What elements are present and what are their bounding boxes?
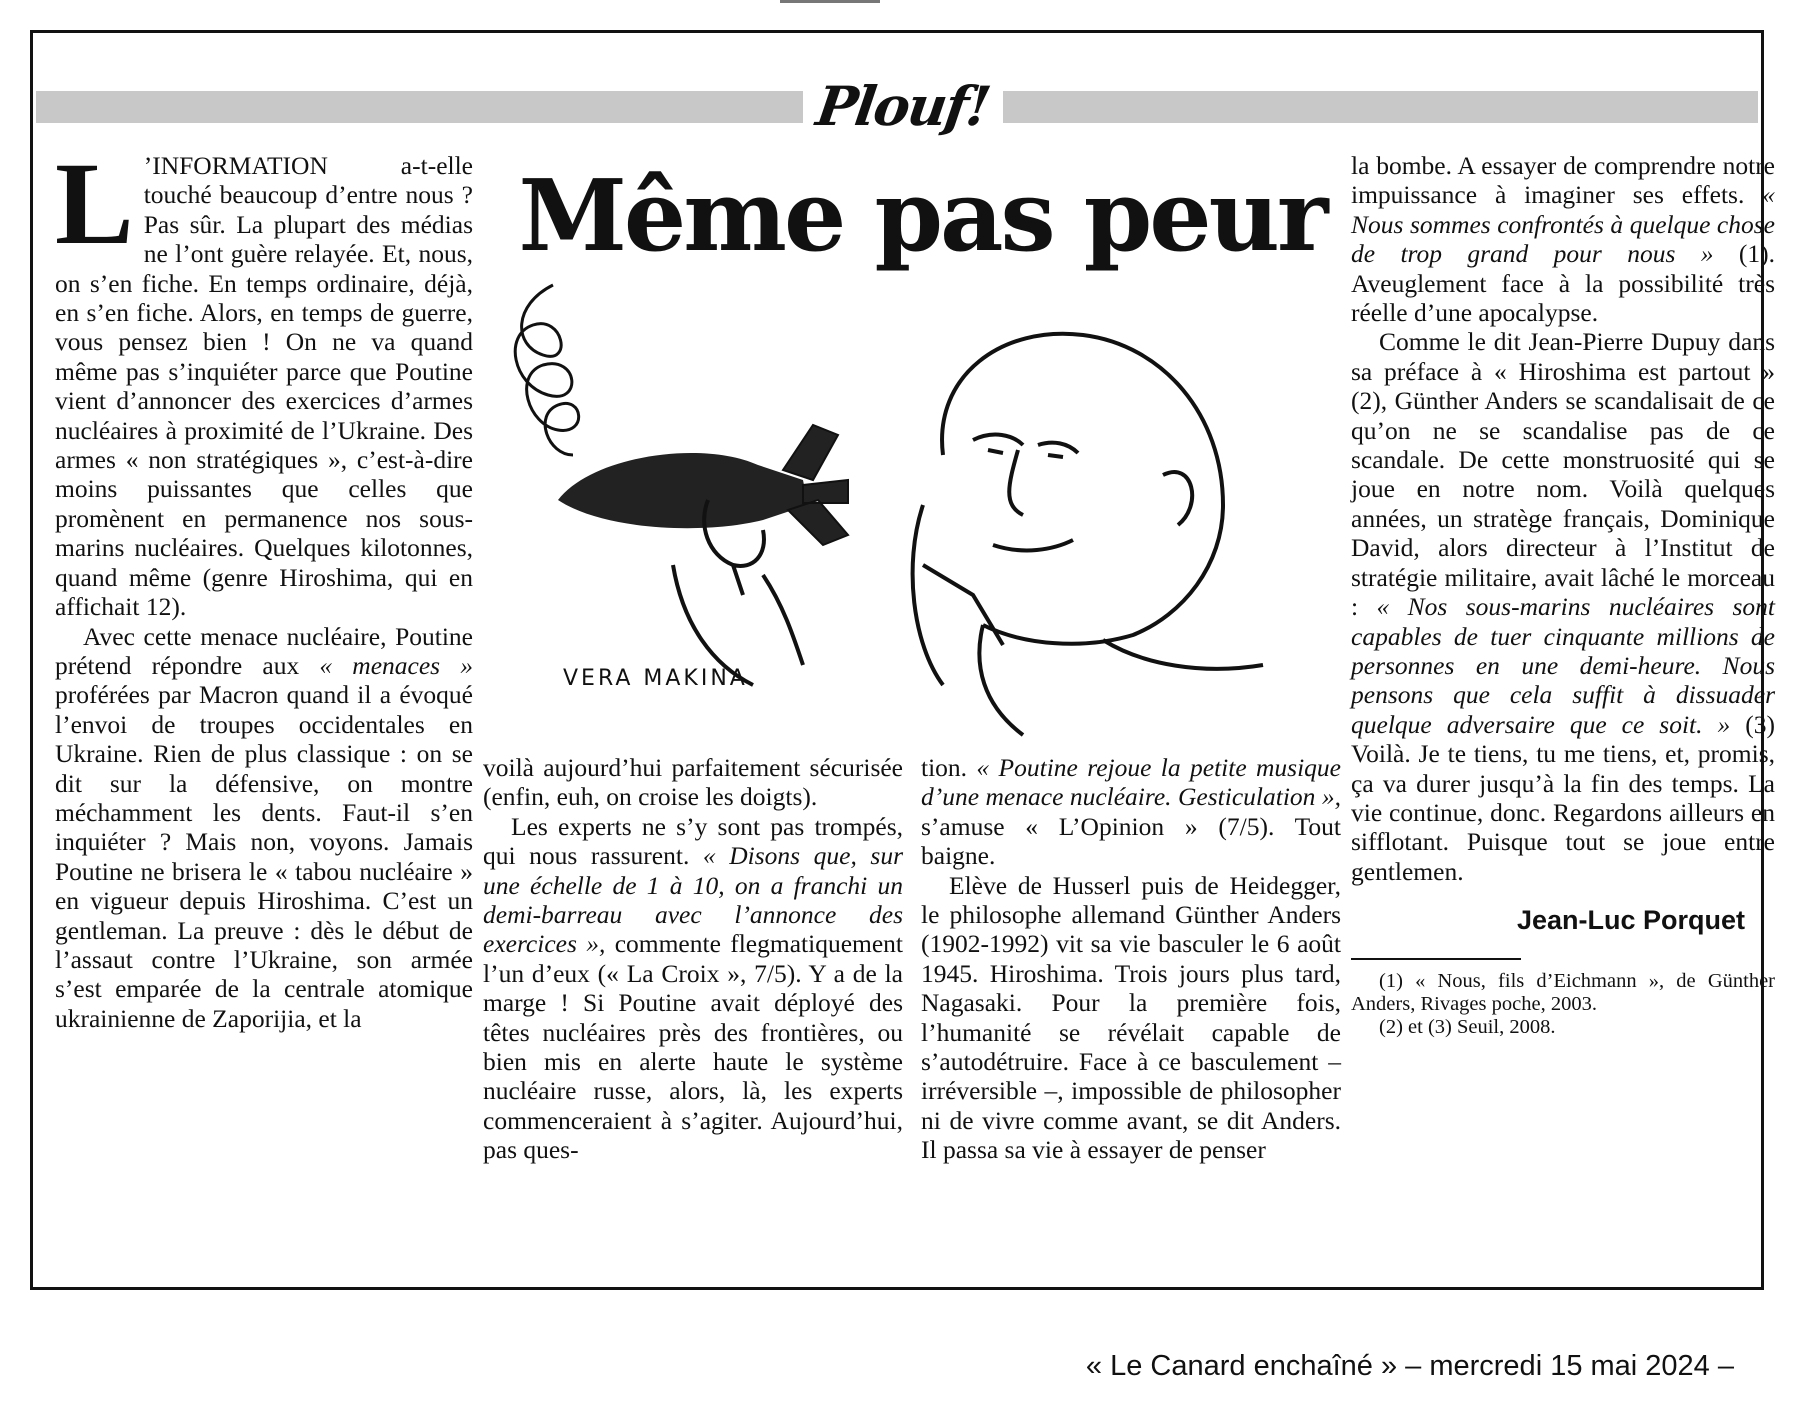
footnote-2: (2) et (3) Seuil, 2008. — [1379, 1015, 1556, 1038]
ear — [1163, 472, 1192, 525]
col3-paragraph-2: Elève de Husserl puis de Heidegger, le philosophe allemand Günther Anders (1902-1992) vit sa vie basculer le 6 août 1945. Hiroshima. Trois jours plus tard, Nagasaki. Pour la première fois, l’humanité se révélait capable de s’autodétruire. Face à ce basculement – irréversible –, impossible de philosopher ni de vivre comme avant, se dit Anders. Il passa sa vie à essayer de penser — [921, 870, 1341, 1165]
footnotes — [1351, 970, 1775, 1039]
col3-paragraph-1: tion. « Poutine rejoue la petite musique d’une menace nucléaire. Gesticulation », s’amuse « L’Opinion » (7/5). Tout baigne. — [921, 753, 1341, 871]
column-1 — [55, 138, 474, 1033]
illustration-credit: VERA MAKINA — [563, 666, 748, 691]
column-2 — [483, 753, 903, 1165]
suit — [913, 505, 1263, 735]
col4-paragraph-1: la bombe. A essayer de comprendre notre impuissance à imaginer ses effets. « Nous sommes confrontés à quelque chose de trop grand pour nous » (1). Aveuglement face à la possibilité très réelle d’une apocalypse. — [1351, 151, 1775, 328]
col1-paragraph-2: Avec cette menace nucléaire, Poutine prétend répondre aux « menaces » proférées par Macron quand il a évoqué l’envoi de troupes occidentales en Ukraine. Rien de plus classique : on se dit sur la défensive, on montre méchamment les dents. Faut-il s’en inquiéter ? Mais non, voyons. Jamais Poutine ne brisera le « tabou nucléaire » en vigueur depuis Hiroshima. C’est un gentleman. La preuve : dès le début de l’assaut contre l’Ukraine, son armée s’est emparée de la centrale atomique ukrainienne de Zaporijia, et la — [55, 621, 474, 1033]
bomb-body — [558, 453, 808, 528]
col1-paragraph-1: ’INFORMATION a-t-elle touché beaucoup d’entre nous ? Pas sûr. La plupart des médias ne l’ont guère relayée. Et, nous, on s’en fiche. En temps ordinaire, déjà, en s’en fiche. Alors, en temps de guerre, vous pensez bien ! On ne va quand même pas s’inquiéter parce que Poutine vient d’annoncer des exercices d’armes nucléaires à proximité de l’Ukraine. Des armes « non stratégiques », c’est-à-dire moins puissantes que celles que promènent en permanence nos sous-marins nucléaires. Quelques kilotonnes, quand même (genre Hiroshima, qui en affichait 12). — [55, 151, 473, 622]
top-rule — [780, 0, 880, 3]
caricature-illustration — [503, 265, 1333, 749]
kicker-box — [803, 61, 1003, 151]
footnote-1: (1) « Nous, fils d’Eichmann », de Günther Anders, Rivages poche, 2003. — [1351, 969, 1775, 1015]
col2-paragraph-2: Les experts ne s’y sont pas trompés, qui nous rassurent. « Disons que, sur une échelle de 1 à 10, on a franchi un demi-barreau avec l’annonce des exercices », commente flegmatiquement l’un d’eux (« La Croix », 7/5). Y a de la marge ! Si Poutine avait déployé des têtes nucléaires près des frontières, ou bien mis en alerte haute le système nucléaire russe, alors, là, les experts commenceraient à s’agiter. Aujourd’hui, pas ques- — [483, 811, 904, 1165]
headline: Même pas peur — [518, 159, 1326, 274]
publication-footer: « Le Canard enchaîné » – mercredi 15 mai 2024 – — [1085, 1350, 1734, 1382]
drop-cap: L — [55, 138, 134, 269]
col2-paragraph-1: voilà aujourd’hui parfaitement sécurisée (enfin, euh, on croise les doigts). — [483, 753, 903, 812]
rubric-kicker: Plouf! — [812, 74, 994, 138]
eyes — [973, 435, 1078, 457]
author-signature: Jean-Luc Porquet — [1516, 905, 1745, 936]
footnote-rule — [1351, 958, 1521, 960]
smoke-curl — [515, 285, 578, 455]
nose — [1009, 450, 1023, 515]
column-3 — [921, 753, 1341, 1165]
col4-paragraph-2: Comme le dit Jean-Pierre Dupuy dans sa préface à « Hiroshima est partout » (2), Günther Anders se scandalisait de ce qu’on ne se scandalise pas de ce scandale. De cette monstruosité qui se joue en notre nom. Voilà quelques années, un stratège français, Dominique David, alors directeur à l’Institut de stratégie militaire, avait lâché le morceau : « Nos sous-marins nucléaires sont capables de tuer cinquante millions de personnes en une demi-heure. Nous pensons que cela suffit à dissuader quelque adversaire que ce soit. » (3) Voilà. Je te tiens, tu me tiens, et, promis, ça va durer jusqu’à la fin des temps. La vie continue, donc. Regardons ailleurs en sifflotant. Puisque tout se joue entre gentlemen. — [1351, 327, 1776, 886]
head-outline — [942, 334, 1223, 644]
column-4 — [1351, 151, 1775, 1039]
mouth — [993, 540, 1073, 550]
article-frame — [30, 30, 1776, 1290]
